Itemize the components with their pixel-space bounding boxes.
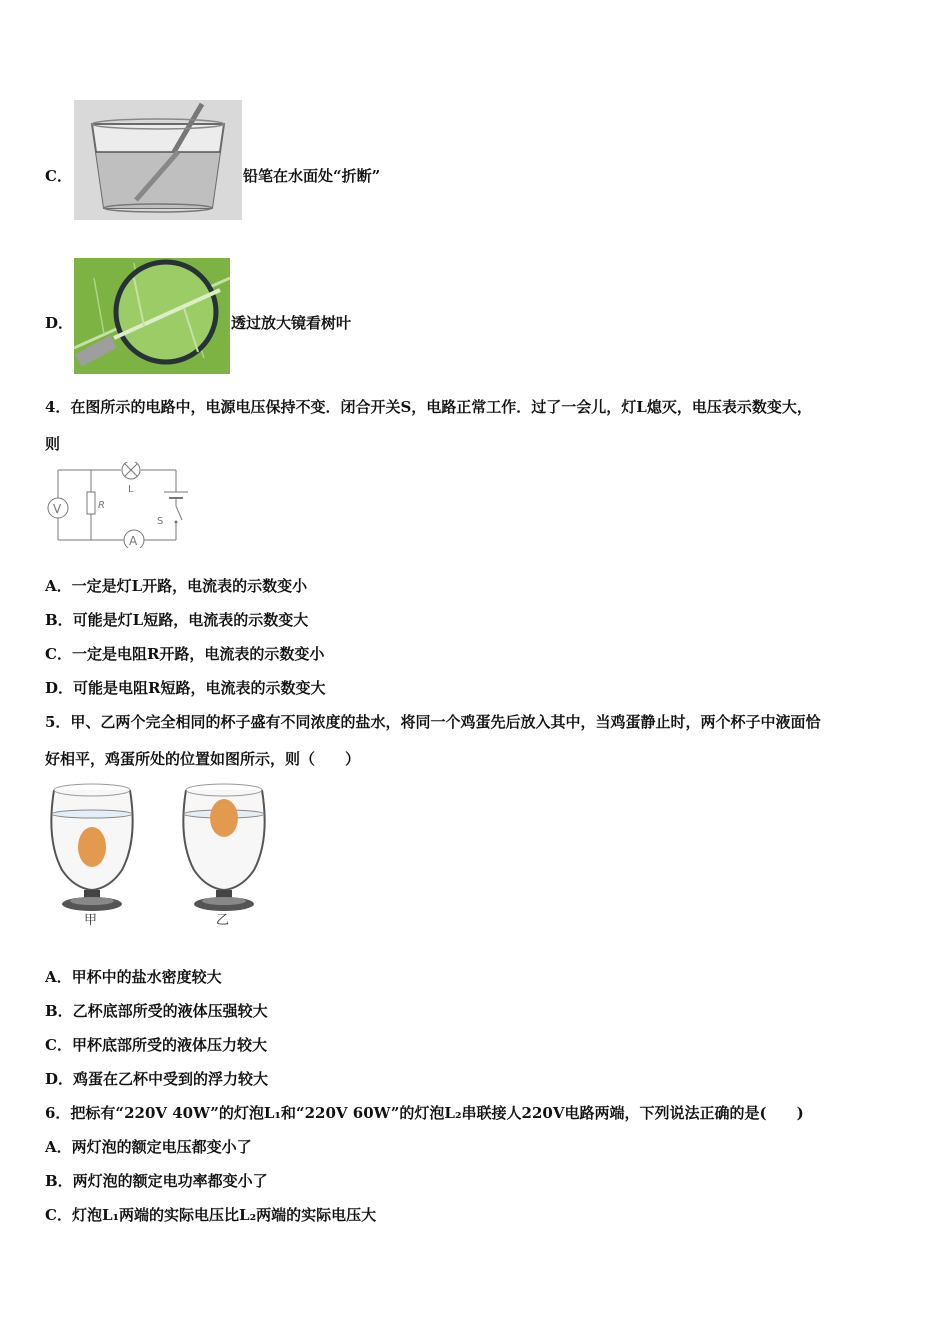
cup-yi (183, 784, 264, 928)
q5-option-b: B．乙杯底部所受的液体压强较大 (45, 1002, 268, 1020)
switch-label: S (157, 516, 164, 527)
q4-stem-line2: 则 (45, 435, 61, 453)
option-c-letter: C． (45, 167, 72, 185)
lamp-label: L (128, 484, 134, 495)
egg-cups-figure (44, 780, 284, 930)
q5-option-a: A．甲杯中的盐水密度较大 (45, 968, 222, 986)
cup-jia-label: 甲 (84, 913, 98, 928)
option-d-letter: D． (45, 314, 74, 332)
q5-option-d: D．鸡蛋在乙杯中受到的浮力较大 (45, 1070, 269, 1088)
ammeter-label: A (129, 534, 138, 548)
q4-option-c: C．一定是电阻R开路，电流表的示数变小 (45, 645, 325, 663)
circuit-diagram (46, 462, 188, 548)
cup-jia (51, 784, 132, 928)
q5-stem-line1: 5．甲、乙两个完全相同的杯子盛有不同浓度的盐水，将同一个鸡蛋先后放入其中，当鸡蛋静止时，两个杯子中液面恰 (45, 713, 821, 731)
q5-stem-line2: 好相平，鸡蛋所处的位置如图所示，则（ ） (45, 750, 361, 768)
q4-option-b: B．可能是灯L短路，电流表的示数变大 (45, 611, 309, 629)
voltmeter-label: V (53, 502, 62, 516)
q6-option-a: A．两灯泡的额定电压都变小了 (45, 1138, 252, 1156)
q6-option-c: C．灯泡L₁两端的实际电压比L₂两端的实际电压大 (45, 1206, 377, 1224)
cup-yi-label: 乙 (216, 913, 230, 928)
q6-stem: 6．把标有“220V 40W”的灯泡L₁和“220V 60W”的灯泡L₂串联接人220V电路两端，下列说法正确的是( ) (45, 1104, 804, 1122)
q4-stem-line1: 4．在图所示的电路中，电源电压保持不变．闭合开关S，电路正常工作．过了一会儿，灯L熄灭，电压表示数变大， (45, 398, 812, 416)
option-c-text: 铅笔在水面处“折断” (243, 167, 381, 185)
q6-option-b: B．两灯泡的额定电功率都变小了 (45, 1172, 268, 1190)
option-d-text: 透过放大镜看树叶 (231, 314, 352, 332)
glass-pencil-image (74, 100, 242, 220)
resistor-label: R (98, 500, 105, 511)
q4-option-d: D．可能是电阻R短路，电流表的示数变大 (45, 679, 326, 697)
magnifier-leaf-image (74, 258, 230, 374)
q5-option-c: C．甲杯底部所受的液体压力较大 (45, 1036, 267, 1054)
q4-option-a: A．一定是灯L开路，电流表的示数变小 (45, 577, 308, 595)
